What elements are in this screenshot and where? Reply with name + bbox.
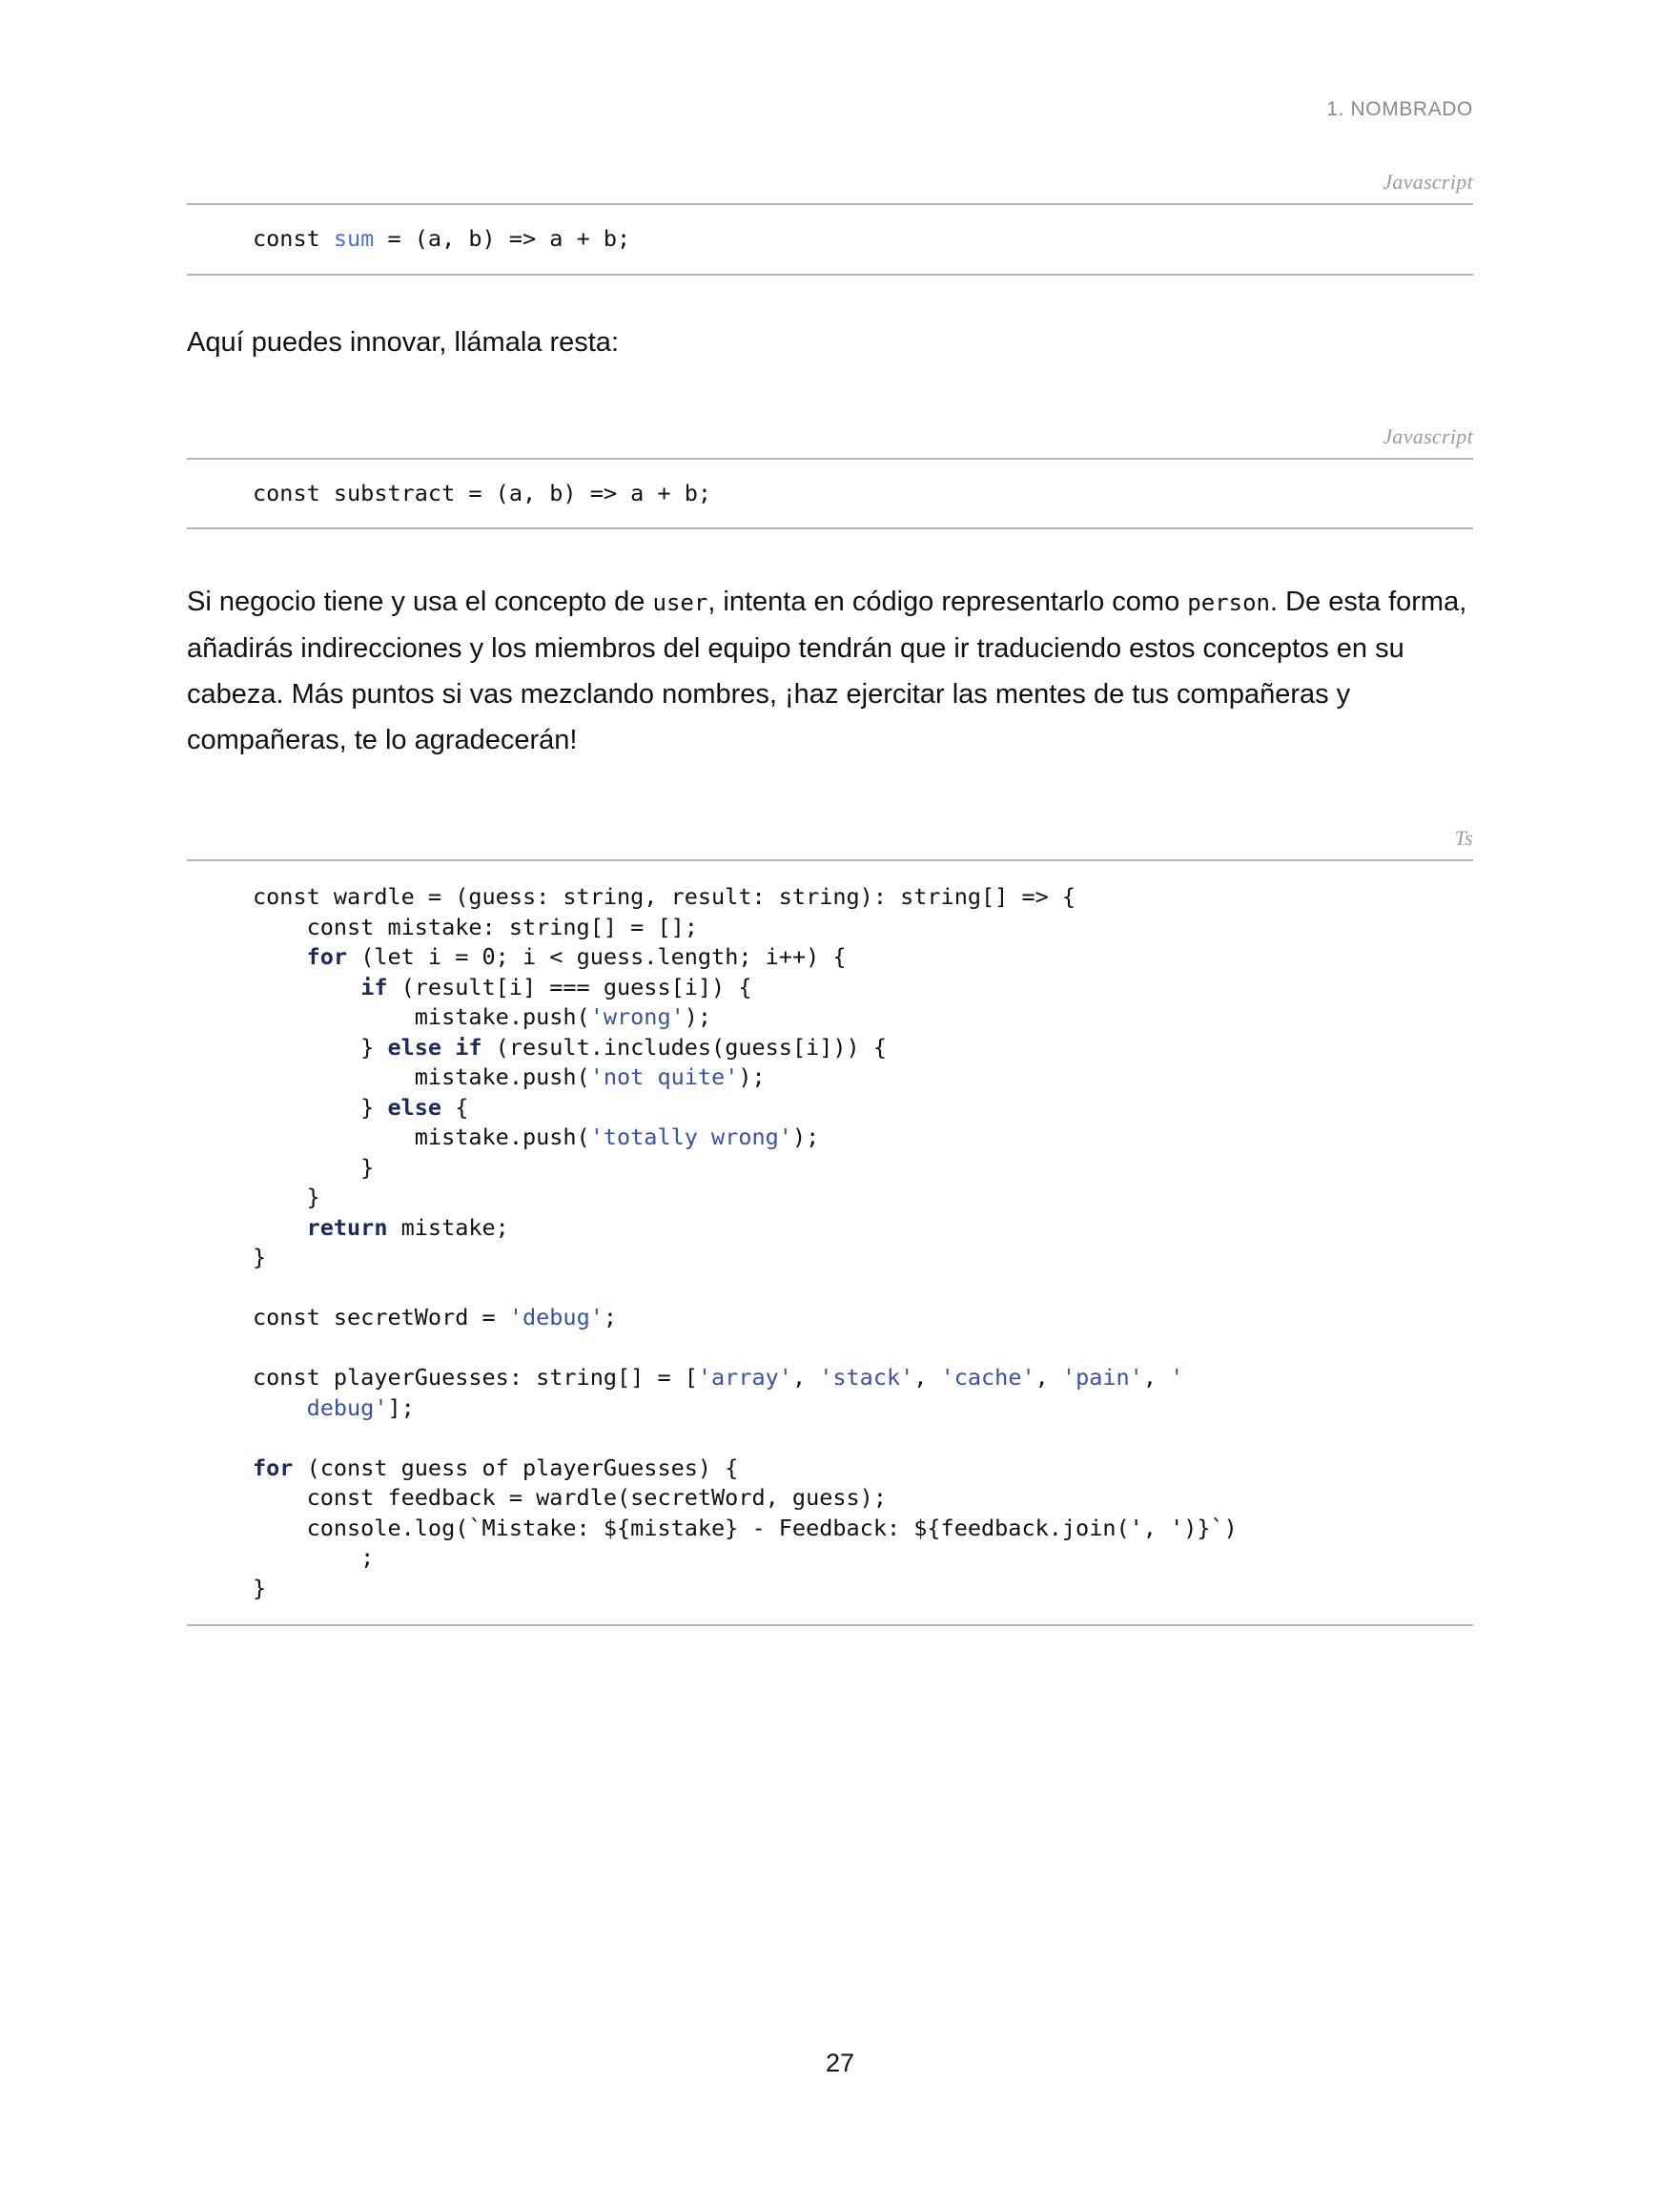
code-token-plain: , [1035,1364,1062,1391]
code-token-plain: const [253,225,334,252]
running-header-chapter: 1. NOMBRADO [1326,98,1473,120]
code-token-function-name: sum [333,225,375,252]
spacer [187,529,1473,579]
code-token-str: 'cache' [940,1364,1035,1391]
spacer [187,763,1473,826]
code-block-bottom-rule [187,1624,1473,1626]
code-block-content: const substract = (a, b) => a + b; [253,479,712,506]
code-token-plain: ; [603,1304,618,1330]
code-token-kw: for [306,943,348,970]
code-language-label: Javascript [1383,423,1473,448]
paragraph-body-part1: Si negocio tiene y usa el concepto de [187,587,653,617]
code-token-str: 'wrong' [589,1003,685,1030]
code-token-plain: , [791,1364,820,1391]
code-token-plain [253,1394,307,1421]
paragraph-body [187,579,1473,763]
code-token-plain: const feedback = wardle(secretWord, guess); [253,1484,887,1511]
code-block-content [187,205,1473,274]
spacer [187,365,1473,424]
code-token-plain: (result[i] === guess[i]) { [387,973,752,1000]
page-number: 27 [825,2049,855,2077]
code-token-kw: if [360,973,388,1000]
code-token-plain: , [913,1364,941,1391]
code-token-plain: } [253,1574,267,1601]
code-token-plain: const secretWord = [253,1304,509,1330]
code-token-plain: } [253,1244,267,1270]
page-content [187,170,1473,1626]
code-token-plain: , [1142,1364,1171,1391]
paragraph-body-part2: , intenta en código representarlo como [707,587,1188,617]
code-block-typescript-wardle [187,826,1473,1626]
code-token-str: 'totally wrong' [589,1124,792,1150]
code-token-plain: mistake.push( [253,1124,590,1150]
code-token-plain: (let i = 0; i < guess.length; i++) { [347,943,847,970]
code-block-content [187,861,1473,1624]
code-token-plain: ); [791,1124,820,1150]
code-token-plain: const mistake: string[] = []; [253,913,698,940]
code-token-str: 'debug' [508,1304,604,1330]
code-token-plain: const playerGuesses: string[] = [ [253,1364,698,1391]
code-token-plain: } [253,1033,388,1061]
code-token-str: 'stack' [819,1364,914,1391]
code-token-str: debug' [306,1393,388,1421]
inline-code-person: person [1187,589,1270,616]
spacer [187,276,1473,320]
code-token-plain: } [253,1153,375,1181]
code-token-kw: return [306,1213,388,1241]
code-token-plain: (const guess of playerGuesses) { [293,1453,739,1481]
code-token-plain [253,1214,307,1241]
code-token-plain [253,974,360,1000]
code-token-plain: ; [253,1544,375,1571]
code-token-str: 'array' [697,1364,792,1391]
code-token-plain: (result.includes(guess[i])) { [481,1033,887,1061]
code-token-plain: mistake.push( [253,1063,590,1090]
code-token-kw: for [253,1453,294,1481]
code-token-plain: ); [684,1003,712,1030]
code-token-kw: else if [387,1033,482,1061]
code-language-label: Ts [1454,826,1473,850]
code-token-plain [253,943,307,970]
code-block-javascript-substract [187,424,1473,530]
code-token-str: 'not quite' [589,1063,739,1090]
code-token-kw: else [387,1093,442,1121]
inline-code-user: user [652,589,708,616]
code-language-label: Javascript [1383,170,1473,194]
code-token-plain: } [253,1093,388,1121]
paragraph-body-part3: . De esta forma, añadirás indirecciones y los miembros del equipo tendrán que ir traduciendo estos conceptos en su cabeza. Más puntos si vas mezclando nombres, ¡haz ejercitar las mentes de tus compañeras y compañeras, te lo agradecerán! [187,587,1467,755]
code-token-str: 'pain' [1061,1364,1143,1391]
code-token-str: ' [1170,1364,1184,1391]
code-token-plain: } [253,1184,320,1210]
code-token-plain: mistake.push( [253,1003,590,1030]
code-token-plain: const wardle = (guess: string, result: string): string[] => { [253,883,1076,910]
code-token-plain: ); [738,1063,766,1090]
code-token-plain: console.log(`Mistake: ${mistake} - Feedback: ${feedback.join(', ')}`) [253,1514,1238,1541]
code-token-plain: = (a, b) => a + b; [374,225,631,252]
paragraph-intro: Aquí puedes innovar, llámala resta: [187,326,619,358]
code-token-plain: ]; [387,1393,415,1421]
code-block-javascript-sum [187,170,1473,276]
code-token-plain: { [441,1093,469,1121]
code-token-plain: mistake; [387,1213,509,1241]
